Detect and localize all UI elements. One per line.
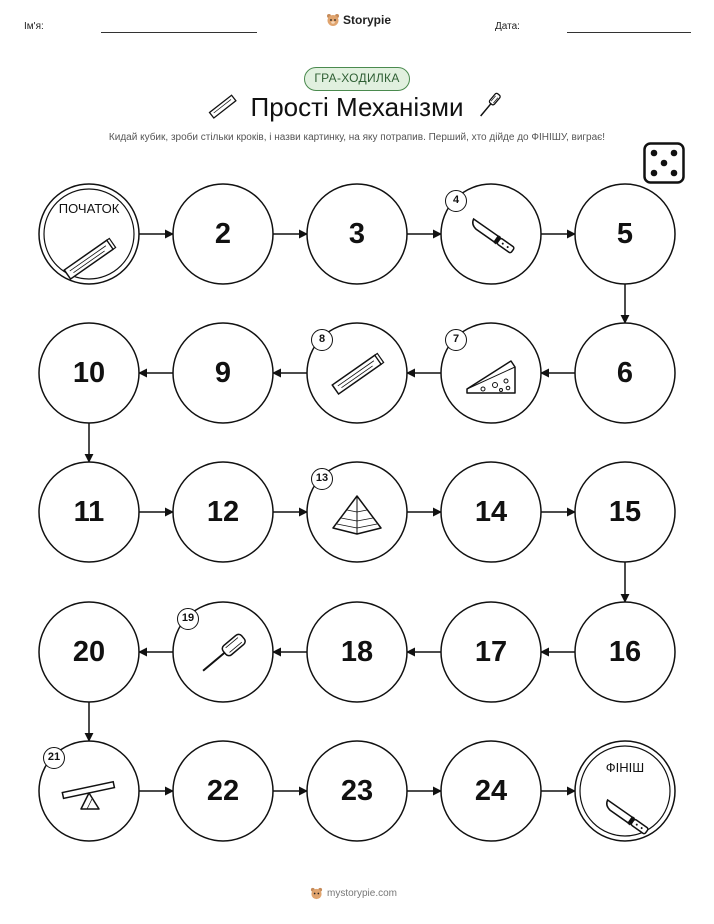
space-number: 23: [340, 775, 374, 807]
knife-icon: [461, 212, 521, 260]
knife-icon: [595, 793, 655, 841]
space-number: 11: [73, 496, 105, 528]
space-number: 16: [608, 636, 642, 668]
page-title: Прості Механізми: [250, 92, 464, 122]
name-label: Ім'я:: [24, 21, 44, 32]
bear-icon: [310, 887, 323, 900]
space-number: 2: [214, 218, 232, 250]
screwdriver-icon: [193, 630, 253, 678]
brand-name: Storypie: [343, 13, 392, 27]
space-number-badge: 8: [311, 329, 333, 351]
space-number: 10: [72, 357, 106, 389]
seesaw-icon: [59, 769, 119, 817]
space-number: 18: [340, 636, 374, 668]
start-label: ПОЧАТОК: [58, 201, 120, 216]
pyramid-icon: [327, 490, 387, 538]
finish-label: ФІНІШ: [605, 760, 645, 775]
wedge-icon: [461, 351, 521, 399]
space-number: 6: [616, 357, 634, 389]
space-number-badge: 7: [445, 329, 467, 351]
plank-icon: [59, 236, 119, 284]
space-number: 17: [474, 636, 508, 668]
space-number: 22: [206, 775, 240, 807]
space-number: 9: [214, 357, 232, 389]
space-number: 24: [474, 775, 508, 807]
space-number: 3: [348, 218, 366, 250]
space-number: 5: [616, 218, 634, 250]
game-type-badge: ГРА-ХОДИЛКА: [304, 67, 410, 91]
space-number-badge: 19: [177, 608, 199, 630]
space-number: 12: [206, 496, 240, 528]
space-number-badge: 21: [43, 747, 65, 769]
space-number: 14: [474, 496, 508, 528]
space-number: 15: [608, 496, 642, 528]
plank-icon: [327, 351, 387, 399]
space-number-badge: 13: [311, 468, 333, 490]
space-number: 20: [72, 636, 106, 668]
space-number-badge: 4: [445, 190, 467, 212]
footer-url[interactable]: mystorypie.com: [327, 888, 398, 899]
date-label: Дата:: [495, 21, 520, 32]
instructions: Кидай кубик, зроби стільки кроків, і назви картинку, на яку потрапив. Перший, хто дійде до ФІНІШУ, виграє!: [108, 132, 606, 143]
footer: [310, 887, 397, 900]
